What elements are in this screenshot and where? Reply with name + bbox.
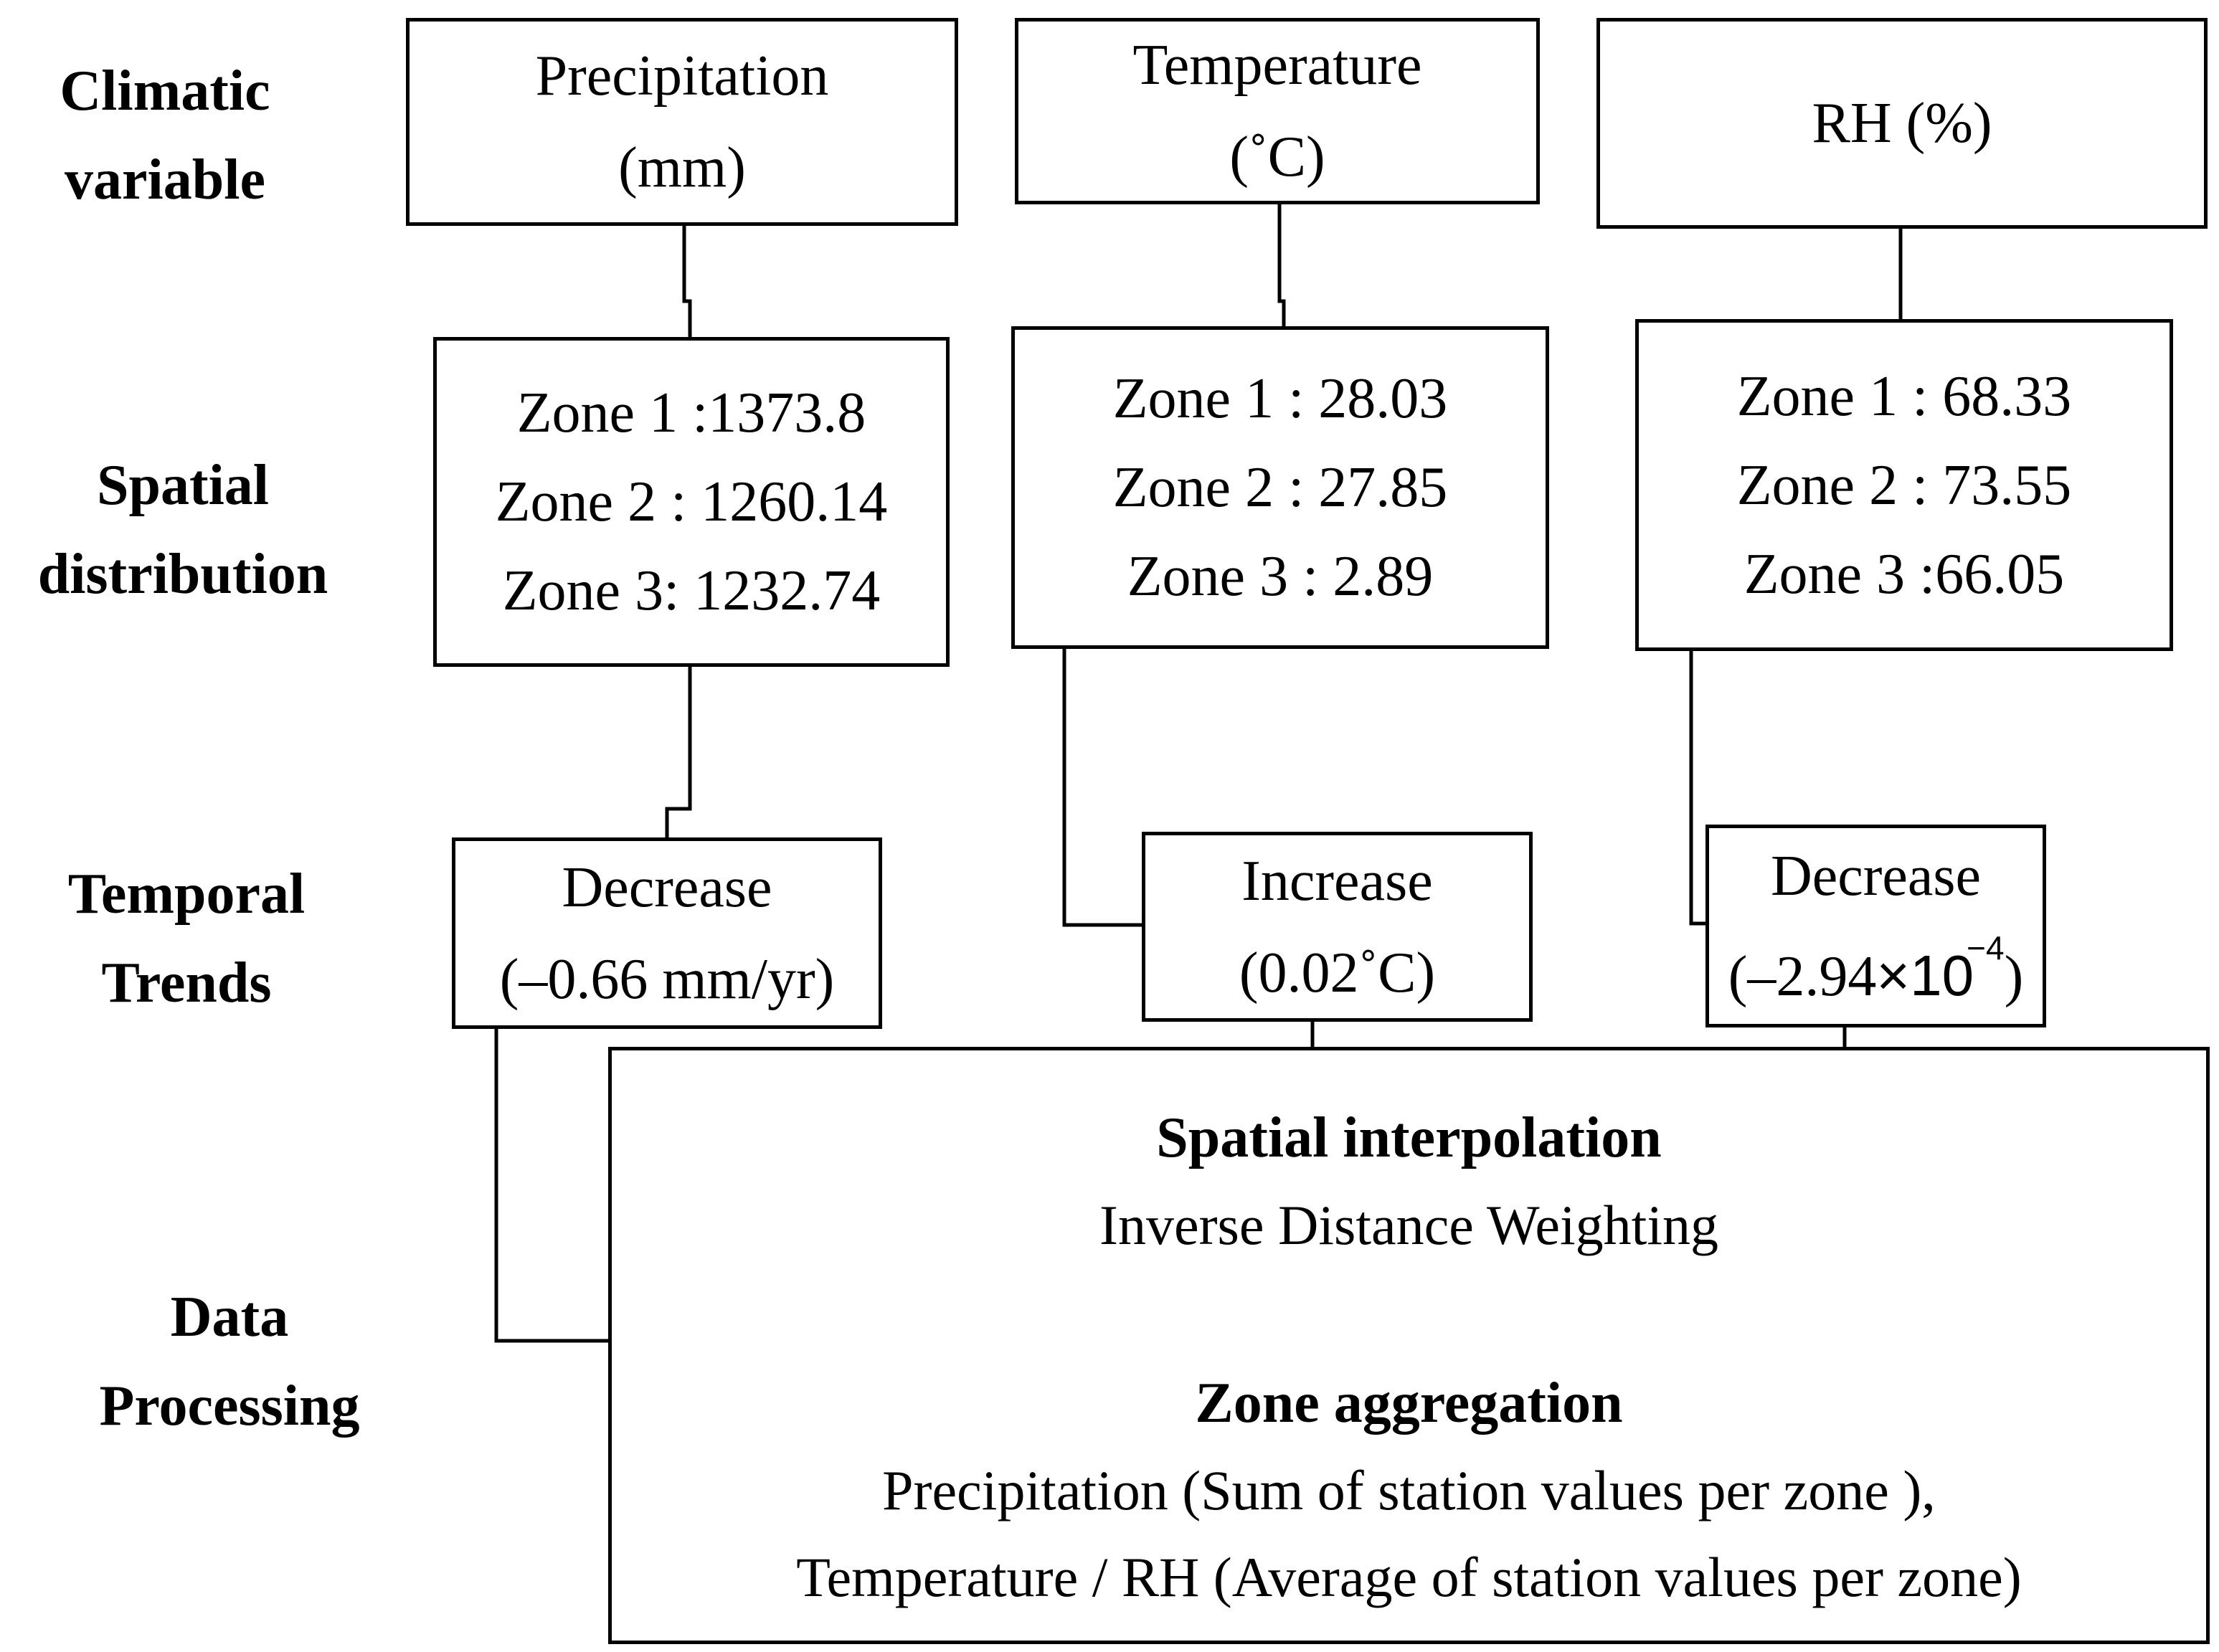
- rh-zones-box: [1635, 319, 2173, 651]
- connector-rh-zones-to-trend: [1691, 647, 1705, 924]
- zone-value: Zone 3: 1232.74: [502, 559, 881, 622]
- aggregation-title: Zone aggregation: [1195, 1371, 1623, 1435]
- connector-precip-trend-to-processing: [496, 1025, 611, 1341]
- aggregation-line: Precipitation (Sum of station values per zone ),: [882, 1458, 1936, 1522]
- trend-rate-mantissa: (–2.94: [1728, 944, 1877, 1008]
- row-label-line: variable: [65, 148, 265, 212]
- rh-trend-box: [1705, 825, 2046, 1027]
- trend-direction: Decrease: [562, 855, 772, 919]
- zone-value: Zone 1 :1373.8: [516, 381, 866, 445]
- connector-precip-name-to-zones: [684, 222, 690, 337]
- box-text-line: RH (%): [1812, 92, 1992, 155]
- precipitation-variable-box: [406, 18, 958, 226]
- row-label-line: Temporal: [67, 863, 306, 926]
- row-label-data-processing: [72, 1273, 387, 1451]
- box-text-line: Temperature: [1132, 34, 1422, 97]
- zone-value: Zone 2 : 27.85: [1112, 456, 1448, 519]
- trend-rate: [1728, 922, 2023, 1022]
- trend-rate: (–0.66 mm/yr): [499, 947, 835, 1011]
- box-text-line: (˚C): [1229, 125, 1325, 189]
- row-label-line: Climatic: [60, 60, 270, 123]
- row-label-line: Trends: [101, 951, 272, 1015]
- box-text-line: Precipitation: [535, 44, 829, 108]
- trend-rate-base: ×10: [1876, 943, 1974, 1007]
- row-label-line: Data: [170, 1286, 289, 1349]
- zone-value: Zone 3 : 2.89: [1127, 545, 1434, 608]
- temperature-variable-box: [1015, 18, 1540, 204]
- row-label-line: Spatial: [96, 454, 270, 517]
- connector-temp-name-to-zones: [1279, 201, 1284, 326]
- row-label-line: Processing: [99, 1375, 360, 1438]
- precipitation-trend-box: [452, 837, 882, 1029]
- row-label-climatic-variable: [29, 47, 301, 224]
- zone-value: Zone 2 : 1260.14: [495, 470, 888, 533]
- interpolation-method: Inverse Distance Weighting: [1099, 1194, 1719, 1256]
- temperature-zones-box: [1011, 326, 1549, 649]
- interpolation-title: Spatial interpolation: [1156, 1106, 1662, 1169]
- trend-direction: Decrease: [1770, 844, 1982, 908]
- zone-value: Zone 1 : 68.33: [1736, 364, 2072, 428]
- connector-precip-zones-to-trend: [667, 663, 690, 837]
- row-label-spatial-distribution: [14, 441, 351, 619]
- trend-rate-exponent: −4: [1967, 929, 2005, 967]
- trend-rate-close: ): [2004, 944, 2024, 1008]
- box-text-line: (mm): [618, 136, 746, 199]
- rh-variable-box: [1596, 18, 2208, 229]
- connector-temp-zones-to-trend: [1064, 645, 1142, 925]
- zone-value: Zone 3 :66.05: [1744, 542, 2065, 606]
- trend-direction: Increase: [1241, 849, 1433, 913]
- row-label-temporal-trends: [43, 850, 330, 1027]
- trend-rate: (0.02˚C): [1239, 941, 1436, 1005]
- temperature-trend-box: [1142, 832, 1533, 1022]
- zone-value: Zone 2 : 73.55: [1736, 453, 2072, 517]
- precipitation-zones-box: [433, 337, 950, 667]
- aggregation-line: Temperature / RH (Average of station values per zone): [796, 1545, 2022, 1608]
- zone-value: Zone 1 : 28.03: [1112, 367, 1448, 430]
- data-processing-box: [608, 1047, 2210, 1644]
- row-label-line: distribution: [37, 543, 328, 606]
